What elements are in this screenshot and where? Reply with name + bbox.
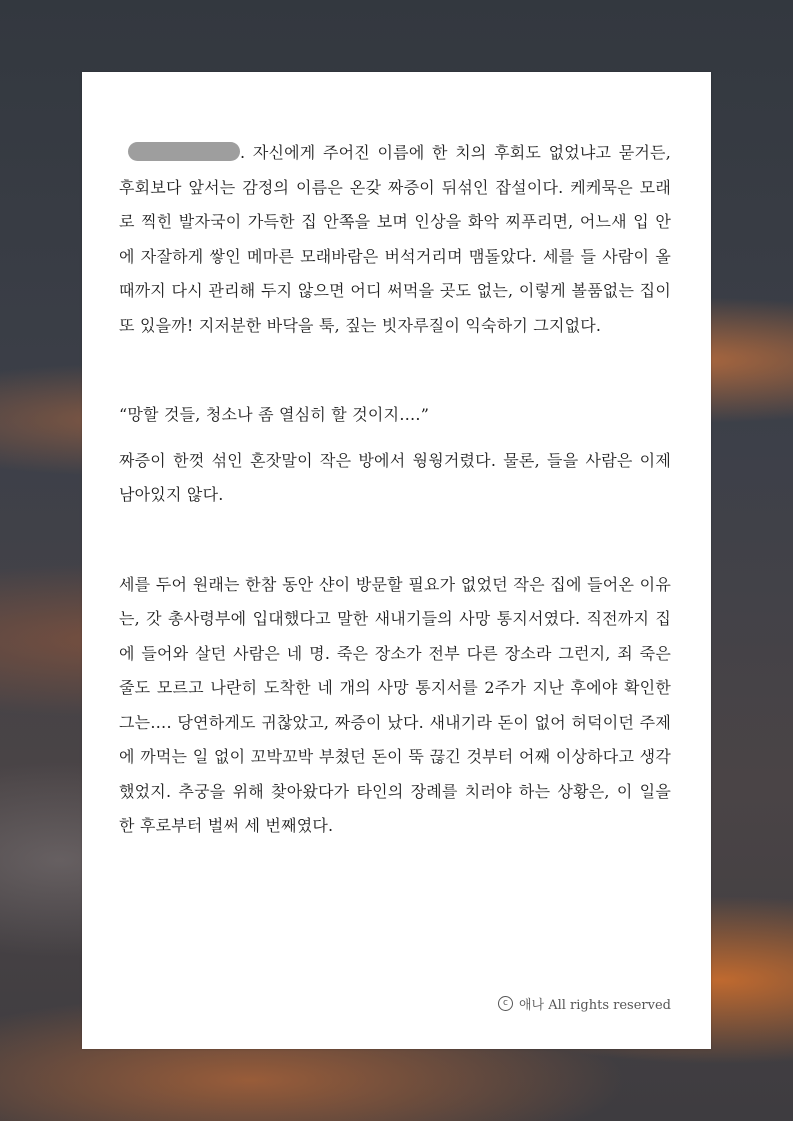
redacted-name [128, 142, 240, 161]
paragraph-gap [119, 343, 671, 398]
paragraph-3: 짜증이 한껏 섞인 혼잣말이 작은 방에서 웡웡거렸다. 물론, 들을 사람은 이제 남아있지 않다. [119, 450, 671, 504]
paragraph-gap [119, 433, 671, 444]
document-page [82, 72, 711, 1049]
paragraph-4: 세를 두어 원래는 한참 동안 샨이 방문할 필요가 없었던 작은 집에 들어온 이유는, 갓 총사령부에 입대했다고 말한 새내기들의 사망 통지서였다. 직전까지 집에 들어와 살던 사람은 네 명. 죽은 장소가 전부 다른 장소라 그런지, 죄 죽은 줄도 모르고 나란히 도착한 네 개의 사망 통지서를 2주가 지난 후에야 확인한 그는…. 당연하게도 귀찮았고, 짜증이 났다. 새내기라 돈이 없어 허덕이던 주제에 까먹는 일 없이 꼬박꼬박 부쳤던 돈이 뚝 끊긴 것부터 어째 이상하다고 생각했었지. 추궁을 위해 찾아왔다가 타인의 장례를 치러야 하는 상황은, 이 일을 한 후로부터 벌써 세 번째였다. [119, 574, 671, 835]
copyright-text: 애나 All rights reserved [518, 998, 671, 1013]
paragraph-2-dialogue: “망할 것들, 청소나 좀 열심히 할 것이지….” [119, 405, 430, 424]
paragraph-1-text: . 자신에게 주어진 이름에 한 치의 후회도 없었냐고 묻거든, 후회보다 앞서는 감정의 이름은 온갖 짜증이 뒤섞인 잡설이다. 케케묵은 모래로 찍힌 발자국이 가득한 집 안쪽을 보며 인상을 화악 찌푸리면, 어느새 입 안에 자잘하게 쌓인 메마른 모래바람은 버석거리며 맴돌았다. 세를 들 사람이 올 때까지 다시 관리해 두지 않으면 어디 써먹을 곳도 없는, 이렇게 볼품없는 집이 또 있을까! 지저분한 바닥을 툭, 짚는 빗자루질이 익숙하기 그지없다. [119, 143, 671, 335]
paragraph-1 [119, 136, 671, 343]
paragraph-gap [119, 513, 671, 568]
copyright-icon: c [498, 996, 513, 1011]
copyright-footer [498, 994, 671, 1013]
story-text [119, 136, 671, 844]
